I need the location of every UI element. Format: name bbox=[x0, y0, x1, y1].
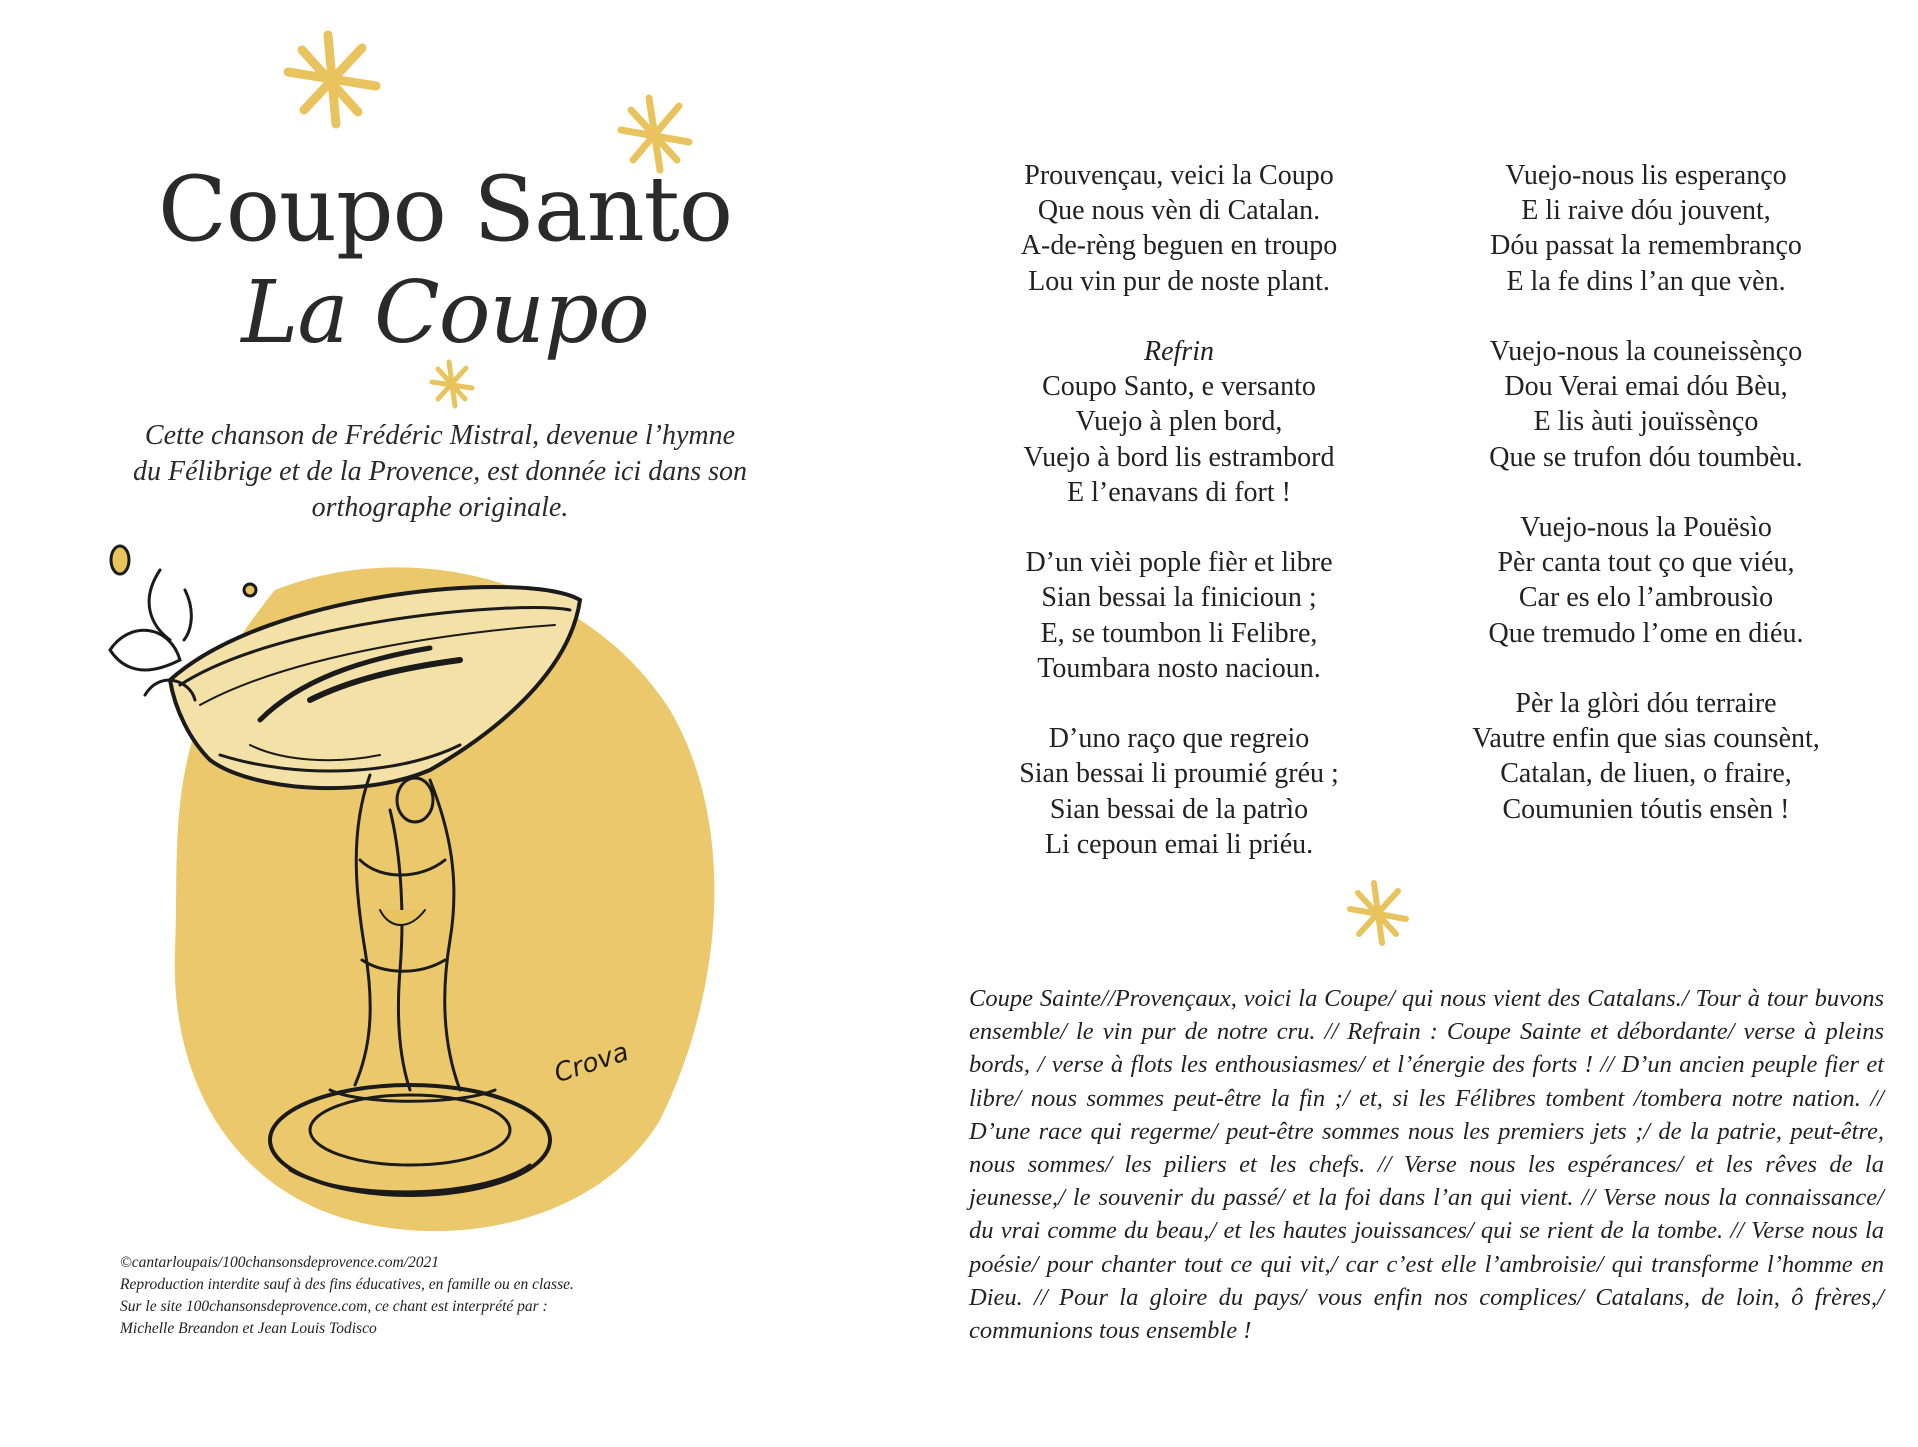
right-page bbox=[959, 0, 1918, 1447]
lyric-line: Sian bessai de la patrìo bbox=[1049, 793, 1309, 825]
lyric-line: Coumunien tóutis ensèn ! bbox=[1502, 793, 1790, 825]
lyric-line: E l’enavans di fort ! bbox=[1067, 476, 1291, 508]
lyric-line: Vuejo à plen bord, bbox=[1075, 406, 1283, 438]
lyric-line: E la fe dins l’an que vèn. bbox=[1506, 265, 1786, 297]
lyric-line: Car es elo l’ambrousìo bbox=[1518, 582, 1774, 614]
lyric-line: Catalan, de liuen, o fraire, bbox=[1500, 758, 1792, 790]
lyric-line: Dóu passat la remembranço bbox=[1490, 230, 1802, 262]
gold-star-icon bbox=[428, 358, 476, 410]
stanza-4 bbox=[1426, 158, 1866, 299]
intro-line: du Félibrige et de la Provence, est donnée ici dans son bbox=[132, 456, 748, 487]
song-subtitle: La Coupo bbox=[241, 263, 649, 363]
lyric-line: Pèr la glòri dóu terraire bbox=[1515, 688, 1777, 719]
gold-star-icon bbox=[1345, 878, 1411, 948]
intro-text bbox=[110, 418, 770, 526]
lyrics-column-2 bbox=[1426, 158, 1866, 862]
lyric-line: E, se toumbon li Felibre, bbox=[1040, 617, 1318, 649]
lyric-line: D’un vièi pople fièr et libre bbox=[1025, 547, 1333, 579]
lyric-line: Vuejo-nous la couneissènço bbox=[1489, 336, 1803, 367]
intro-line: orthographe originale. bbox=[311, 492, 569, 523]
refrain-label: Refrin bbox=[1144, 336, 1214, 367]
lyric-line: A-de-rèng beguen en troupo bbox=[1020, 230, 1338, 262]
lyric-line: Prouvençau, veici la Coupo bbox=[1024, 160, 1334, 191]
stanza-7 bbox=[1426, 686, 1866, 827]
lyric-line: Que tremudo l’ome en diéu. bbox=[1488, 617, 1804, 649]
lyric-line: Vuejo à bord lis estrambord bbox=[1023, 441, 1335, 473]
credit-line: Reproduction interdite sauf à des fins éducatives, en famille ou en classe. bbox=[120, 1276, 574, 1293]
gold-star-icon bbox=[282, 28, 382, 133]
lyric-line: Pèr canta tout ço que viéu, bbox=[1497, 547, 1795, 579]
intro-line: Cette chanson de Frédéric Mistral, devenue l’hymne bbox=[144, 420, 736, 451]
lyric-line: Sian bessai li proumié gréu ; bbox=[1019, 758, 1339, 790]
lyric-line: E lis àuti jouïssènço bbox=[1533, 406, 1759, 438]
french-translation: Coupe Sainte//Provençaux, voici la Coupe/ qui nous vient des Catalans./ Tour à tour buvons ensemble/ le vin pur de notre cru. // Refrain : Coupe Sainte et débordante/ verse à pleins bords, / verse à flots les enthousiasmes/ et l’énergie des forts ! // D’un ancien peuple fier et libre/ nous sommes peut-être la fin ;/ et, si les Félibres tombent /tombera notre nation. // D’une race qui regerme/ peut-être sommes nous les premiers jets ;/ de la patrie, peut-être, nous sommes/ les piliers et les chefs. // Verse nous les espérances/ et les rêves de la jeunesse,/ le souvenir du passé/ et la foi dans l’an qui vient. // Verse nous la connaissance/ du vrai comme du beau,/ et les hautes jouissances/ qui se rient de la tombe. // Verse nous la poésie/ pour chanter tout ce qui vit,/ car c’est elle l’ambroisie/ qui transforme l’homme en Dieu. // Pour la gloire du pays/ vous enfin nos complices/ Catalans, de loin, ô frères,/ communions tous ensemble ! bbox=[969, 985, 1884, 1345]
stanza-5 bbox=[1426, 334, 1866, 475]
artist-signature: Crova bbox=[550, 1037, 633, 1090]
lyric-line: Vuejo-nous la Pouësìo bbox=[1520, 512, 1772, 543]
lyric-line: E li raive dóu jouvent, bbox=[1521, 195, 1771, 227]
credit-line: Sur le site 100chansonsdeprovence.com, ce chant est interprété par : bbox=[120, 1298, 548, 1315]
lyrics-column-1 bbox=[959, 158, 1399, 897]
lyric-line: Vautre enfin que sias counsènt, bbox=[1472, 723, 1820, 755]
refrain bbox=[959, 334, 1399, 510]
credit-line: ©cantarloupais/100chansonsdeprovence.com/2021 bbox=[120, 1254, 439, 1271]
lyric-line: Toumbara nosto nacioun. bbox=[1037, 652, 1321, 684]
lyric-line: Lou vin pur de noste plant. bbox=[1028, 265, 1330, 297]
lyric-line: Dou Verai emai dóu Bèu, bbox=[1504, 371, 1788, 403]
stanza-1 bbox=[959, 158, 1399, 299]
lyric-line: Que nous vèn di Catalan. bbox=[1037, 195, 1321, 227]
lyric-line: Que se trufon dóu toumbèu. bbox=[1489, 441, 1803, 473]
lyric-line: Coupo Santo, e versanto bbox=[1042, 371, 1316, 403]
song-title: Coupo Santo bbox=[157, 157, 733, 262]
credit-line: Michelle Breandon et Jean Louis Todisco bbox=[120, 1320, 377, 1337]
stanza-3 bbox=[959, 721, 1399, 862]
stanza-2 bbox=[959, 545, 1399, 686]
coupo-santo-illustration bbox=[100, 530, 740, 1240]
lyric-line: Li cepoun emai li priéu. bbox=[1044, 828, 1314, 860]
lyric-line: Sian bessai la finicioun ; bbox=[1041, 582, 1317, 614]
credits bbox=[120, 1252, 720, 1340]
stanza-6 bbox=[1426, 510, 1866, 651]
lyric-line: D’uno raço que regreio bbox=[1048, 723, 1310, 755]
lyric-line: Vuejo-nous lis esperanço bbox=[1505, 160, 1787, 191]
